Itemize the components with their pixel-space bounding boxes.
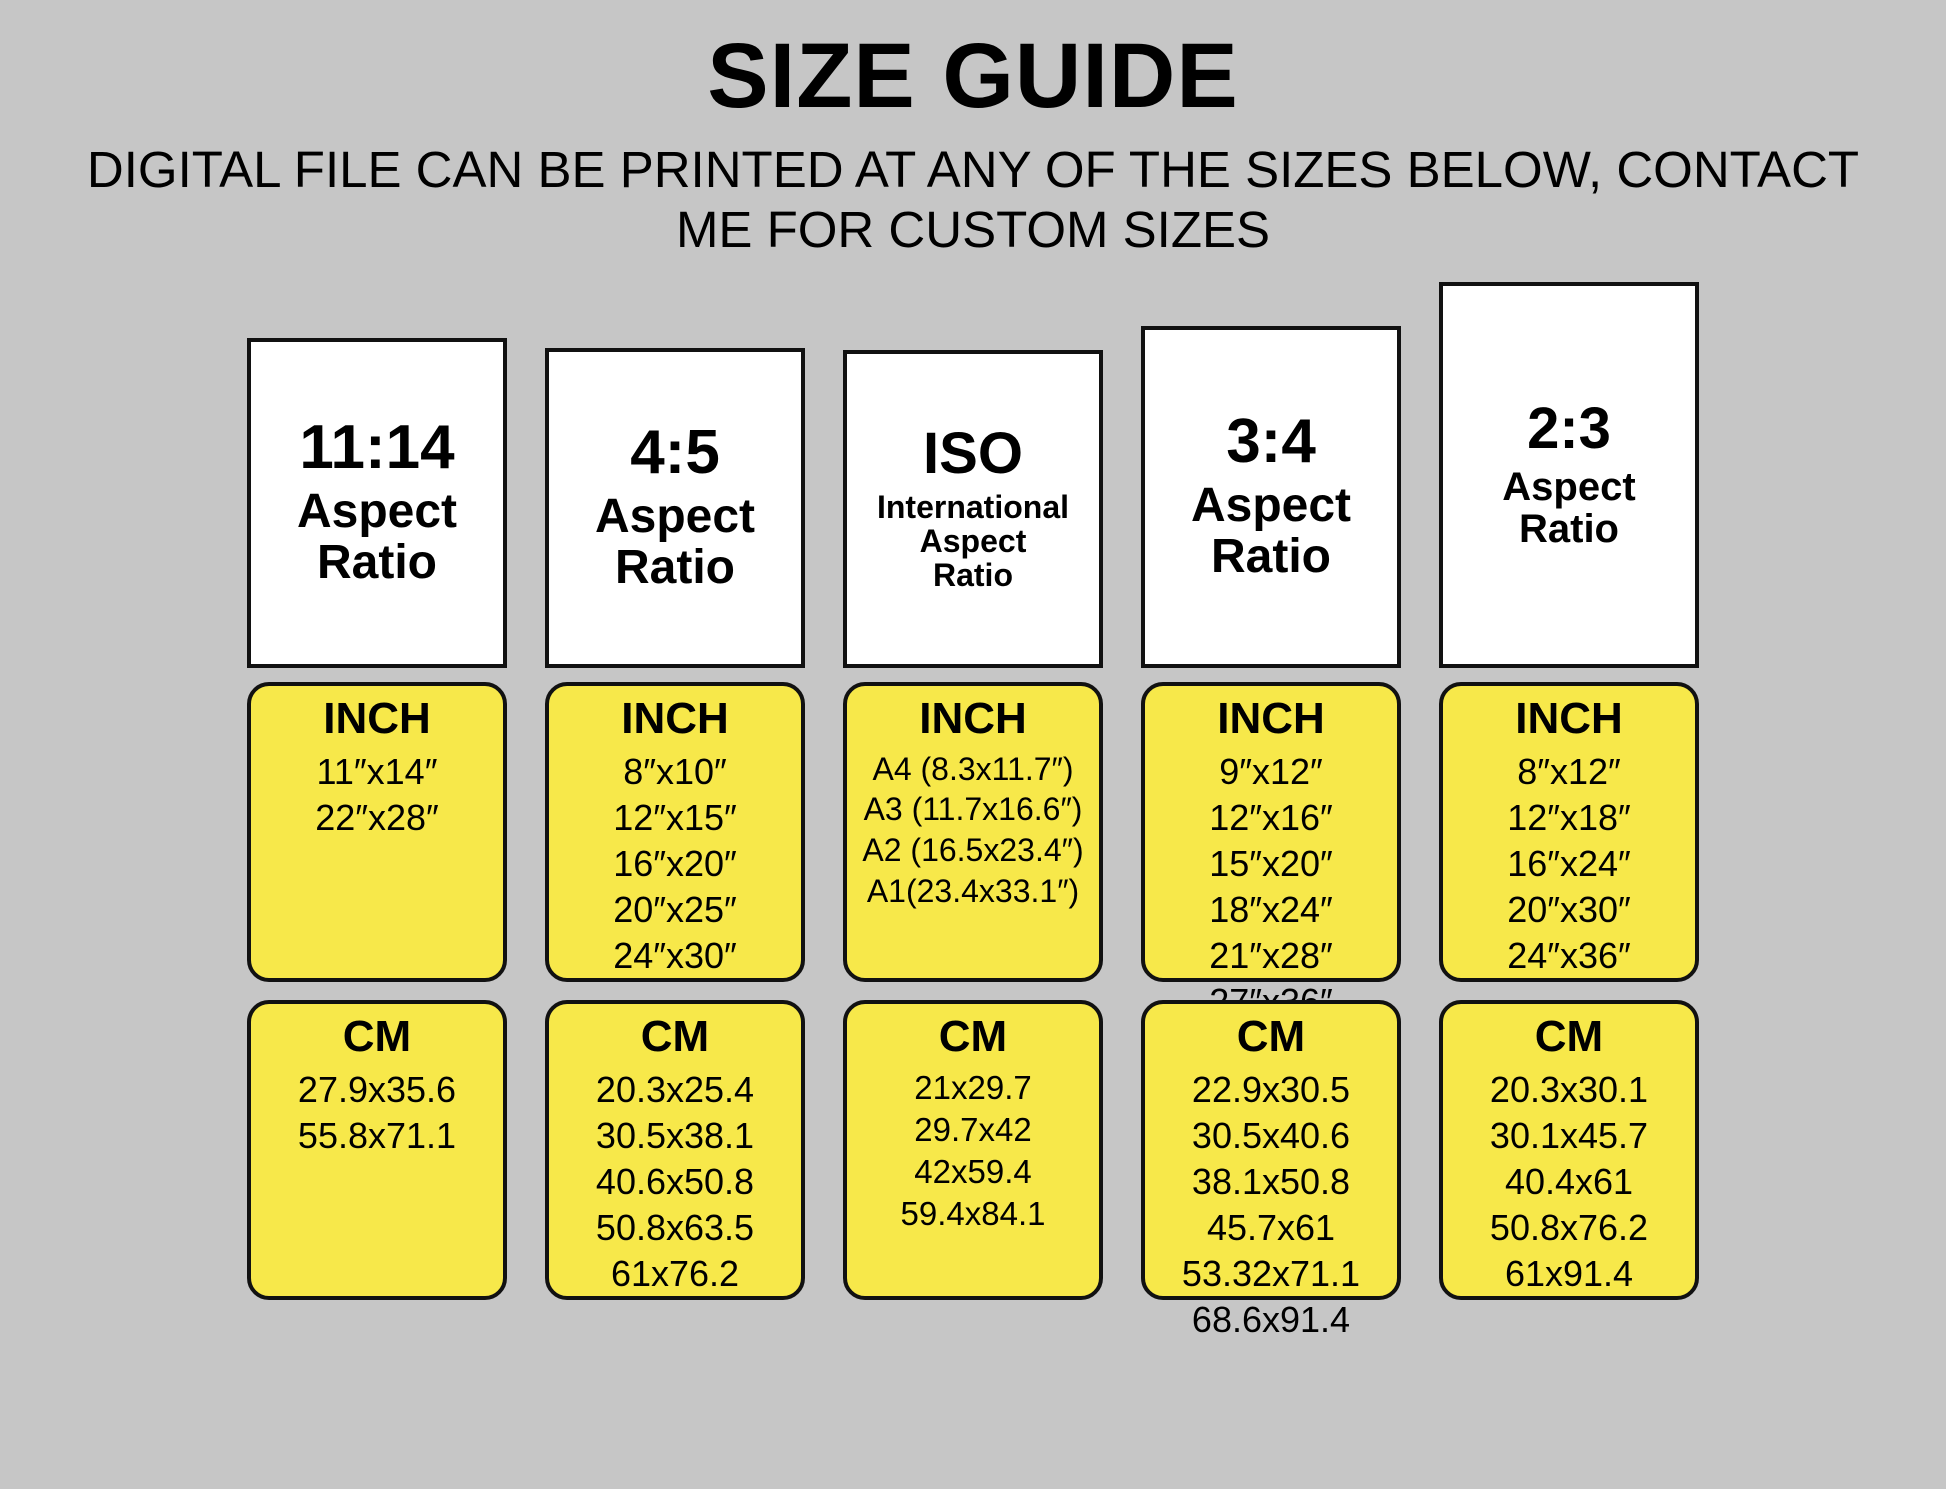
size-entry: 29.7x42 bbox=[914, 1110, 1032, 1148]
size-entry: 30.5x40.6 bbox=[1191, 1114, 1351, 1156]
size-entry: 38.1x50.8 bbox=[1191, 1160, 1351, 1202]
inch-title: INCH bbox=[621, 694, 729, 744]
ratio-card bbox=[843, 350, 1103, 668]
ratio-label: ISO bbox=[923, 421, 1023, 487]
cm-card bbox=[1141, 1000, 1401, 1340]
ratio-sublabel: Aspect Ratio bbox=[594, 490, 756, 595]
size-entry: 21″x28″ bbox=[1209, 934, 1333, 976]
size-entry: 40.6x50.8 bbox=[595, 1160, 755, 1202]
size-entry: 24″x36″ bbox=[1507, 934, 1631, 976]
inch-card bbox=[545, 682, 805, 982]
size-entry: 50.8x63.5 bbox=[595, 1206, 755, 1248]
inch-title: INCH bbox=[323, 694, 431, 744]
ratio-label: 3:4 bbox=[1226, 407, 1316, 477]
size-entry: 15″x20″ bbox=[1209, 842, 1333, 884]
inch-card bbox=[1439, 682, 1699, 982]
inch-title: INCH bbox=[1217, 694, 1325, 744]
cm-card bbox=[843, 1000, 1103, 1300]
size-entry: 55.8x71.1 bbox=[297, 1114, 457, 1156]
size-column-iso bbox=[843, 270, 1103, 1300]
size-guide-page bbox=[0, 25, 1946, 1489]
ratio-label: 2:3 bbox=[1527, 395, 1611, 461]
inch-card bbox=[1141, 682, 1401, 982]
ratio-sublabel: Aspect Ratio bbox=[296, 485, 458, 590]
size-entry: 12″x18″ bbox=[1507, 796, 1631, 838]
inch-size-list bbox=[257, 749, 497, 841]
size-column-4-5 bbox=[545, 270, 805, 1300]
size-entry: 20″x30″ bbox=[1507, 888, 1631, 930]
cm-size-list bbox=[853, 1067, 1093, 1236]
page-title: SIZE GUIDE bbox=[707, 25, 1239, 127]
inch-size-list bbox=[1151, 749, 1391, 1025]
size-entry: 53.32x71.1 bbox=[1181, 1252, 1361, 1294]
cm-card bbox=[247, 1000, 507, 1300]
size-entry: 21x29.7 bbox=[914, 1068, 1032, 1106]
size-entry: 12″x15″ bbox=[613, 796, 737, 838]
ratio-sublabel: Aspect Ratio bbox=[1190, 479, 1352, 584]
inch-title: INCH bbox=[919, 694, 1027, 744]
inch-card bbox=[247, 682, 507, 982]
page-subtitle: DIGITAL FILE CAN BE PRINTED AT ANY OF THE SIZES BELOW, CONTACT ME FOR CUSTOM SIZES bbox=[86, 141, 1860, 259]
size-entry: 8″x10″ bbox=[623, 750, 727, 792]
size-entry: 50.8x76.2 bbox=[1489, 1206, 1649, 1248]
size-entry: 9″x12″ bbox=[1219, 750, 1323, 792]
cm-title: CM bbox=[342, 1012, 412, 1062]
size-entry: 68.6x91.4 bbox=[1191, 1298, 1351, 1340]
ratio-card bbox=[247, 338, 507, 668]
size-entry: A2 (16.5x23.4″) bbox=[862, 832, 1084, 869]
size-column-2-3 bbox=[1439, 270, 1699, 1300]
size-entry: 22.9x30.5 bbox=[1191, 1068, 1351, 1110]
size-entry: 40.4x61 bbox=[1504, 1160, 1634, 1202]
size-columns bbox=[0, 270, 1946, 1340]
ratio-card bbox=[545, 348, 805, 668]
inch-size-list bbox=[853, 749, 1093, 913]
cm-card bbox=[1439, 1000, 1699, 1300]
ratio-sublabel: Aspect Ratio bbox=[1502, 464, 1636, 552]
size-entry: 20″x25″ bbox=[613, 888, 737, 930]
ratio-label: 4:5 bbox=[630, 418, 720, 488]
ratio-card bbox=[1141, 326, 1401, 668]
size-entry: A3 (11.7x16.6″) bbox=[863, 791, 1083, 828]
size-entry: 24″x30″ bbox=[613, 934, 737, 976]
size-entry: 8″x12″ bbox=[1517, 750, 1621, 792]
size-entry: 20.3x25.4 bbox=[595, 1068, 755, 1110]
size-entry: 16″x20″ bbox=[613, 842, 737, 884]
size-entry: 22″x28″ bbox=[315, 796, 439, 838]
inch-title: INCH bbox=[1515, 694, 1623, 744]
cm-size-list bbox=[1449, 1067, 1689, 1297]
size-entry: 11″x14″ bbox=[316, 750, 438, 792]
size-entry: 61x76.2 bbox=[610, 1252, 740, 1294]
cm-title: CM bbox=[1236, 1012, 1306, 1062]
ratio-card bbox=[1439, 282, 1699, 668]
size-entry: 45.7x61 bbox=[1206, 1206, 1336, 1248]
ratio-sublabel: International Aspect Ratio bbox=[876, 489, 1069, 594]
inch-size-list bbox=[1449, 749, 1689, 979]
size-column-11-14 bbox=[247, 270, 507, 1300]
size-entry: 42x59.4 bbox=[914, 1153, 1032, 1190]
cm-size-list bbox=[555, 1067, 795, 1297]
size-entry: A4 (8.3x11.7″) bbox=[872, 750, 1074, 787]
inch-size-list bbox=[555, 749, 795, 979]
size-entry: 59.4x84.1 bbox=[900, 1195, 1046, 1233]
size-entry: 20.3x30.1 bbox=[1489, 1068, 1649, 1110]
size-entry: 16″x24″ bbox=[1507, 842, 1631, 884]
cm-title: CM bbox=[1534, 1012, 1604, 1062]
cm-title: CM bbox=[938, 1012, 1008, 1062]
inch-card bbox=[843, 682, 1103, 982]
size-entry: 30.5x38.1 bbox=[595, 1114, 755, 1156]
size-column-3-4 bbox=[1141, 270, 1401, 1340]
cm-card bbox=[545, 1000, 805, 1300]
size-entry: 30.1x45.7 bbox=[1489, 1114, 1649, 1156]
size-entry: 27.9x35.6 bbox=[297, 1068, 457, 1110]
cm-size-list bbox=[257, 1067, 497, 1159]
size-entry: 12″x16″ bbox=[1209, 796, 1333, 838]
size-entry: 18″x24″ bbox=[1209, 888, 1333, 930]
cm-title: CM bbox=[640, 1012, 710, 1062]
cm-size-list bbox=[1151, 1067, 1391, 1343]
size-entry: A1(23.4x33.1″) bbox=[866, 873, 1080, 910]
size-entry: 61x91.4 bbox=[1504, 1252, 1634, 1294]
ratio-label: 11:14 bbox=[299, 413, 455, 483]
